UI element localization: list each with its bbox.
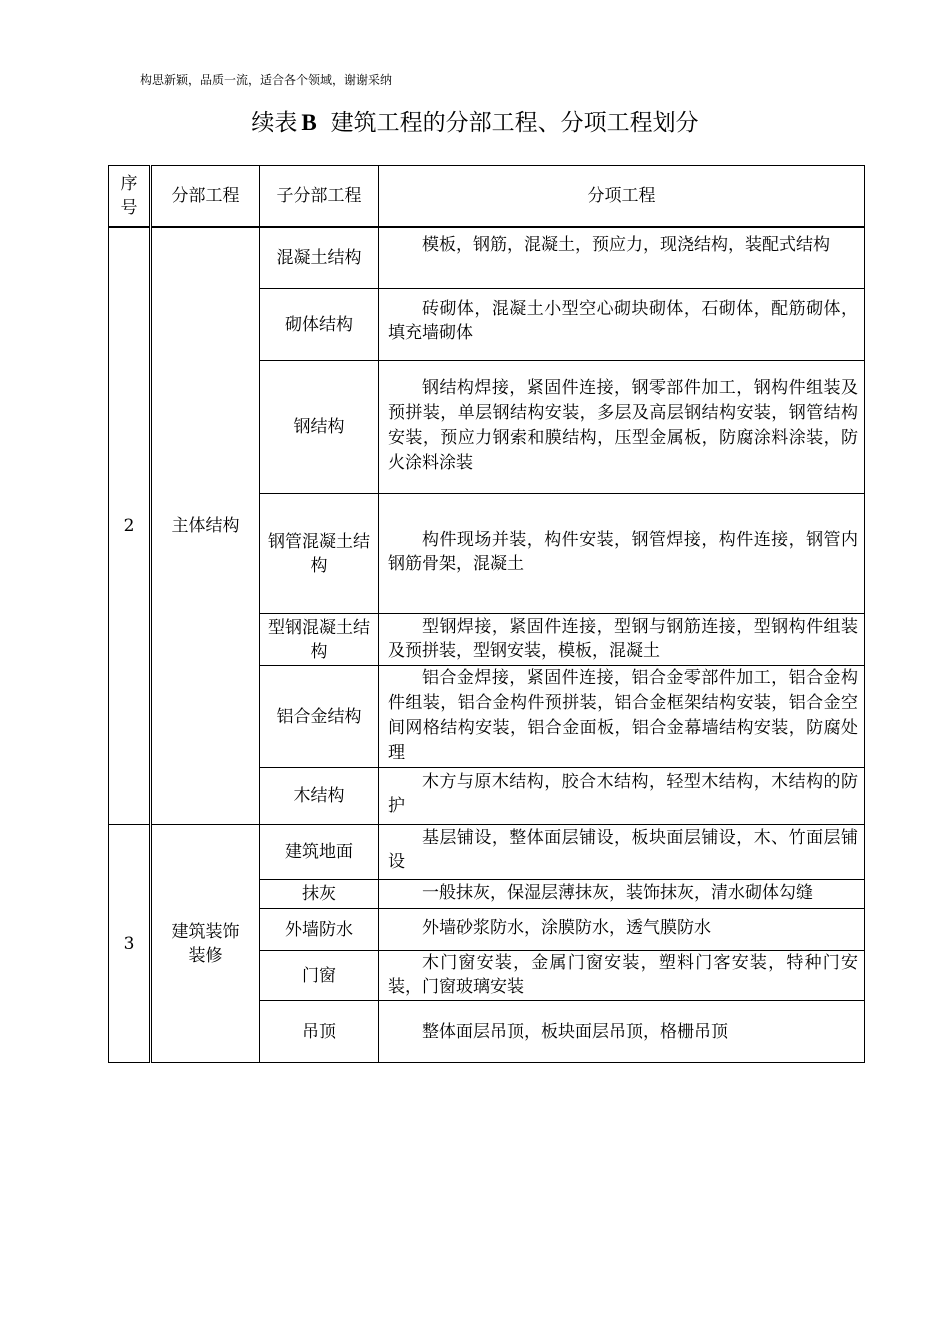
items-cell (379, 494, 865, 614)
items-cell (379, 361, 865, 494)
items-cell (379, 1001, 865, 1063)
part-cell: 主体结构 (151, 227, 260, 825)
sub-cell: 木结构 (260, 768, 379, 825)
division-table (108, 165, 865, 1063)
sub-cell: 钢结构 (260, 361, 379, 494)
seq-cell: 3 (109, 825, 151, 1063)
items-cell (379, 951, 865, 1001)
sub-cell: 抹灰 (260, 880, 379, 909)
seq-cell: 2 (109, 227, 151, 825)
header-sub: 子分部工程 (260, 166, 379, 227)
items-text: 木门窗安装，金属门窗安装，塑料门客安装，特种门安装，门窗玻璃安装 (388, 953, 858, 997)
sub-cell: 型钢混凝土结构 (260, 614, 379, 666)
sub-cell: 建筑地面 (260, 825, 379, 880)
sub-cell: 外墙防水 (260, 909, 379, 951)
table-header-row (109, 166, 865, 227)
items-cell (379, 909, 865, 951)
items-cell (379, 666, 865, 768)
table-row (109, 825, 865, 880)
items-text: 砖砌体，混凝土小型空心砌块砌体，石砌体，配筋砌体，填充墙砌体 (388, 299, 858, 343)
items-cell (379, 825, 865, 880)
items-cell (379, 768, 865, 825)
items-cell (379, 289, 865, 361)
part-label: 建筑装饰装修 (171, 921, 240, 966)
page-title (0, 106, 950, 140)
items-text: 型钢焊接，紧固件连接，型钢与钢筋连接，型钢构件组装及预拼装，型钢安装，模板，混凝土 (388, 617, 858, 661)
sub-cell: 门窗 (260, 951, 379, 1001)
items-text: 基层铺设，整体面层铺设，板块面层铺设，木、竹面层铺设 (388, 828, 858, 872)
header-part: 分部工程 (151, 166, 260, 227)
table-row (109, 227, 865, 289)
items-text: 整体面层吊顶，板块面层吊顶，格栅吊顶 (422, 1021, 728, 1042)
sub-cell: 吊顶 (260, 1001, 379, 1063)
items-text: 一般抹灰，保湿层薄抹灰，装饰抹灰，清水砌体勾缝 (422, 883, 813, 903)
title-table-letter: B (301, 110, 317, 135)
items-text: 外墙砂浆防水，涂膜防水，透气膜防水 (422, 918, 711, 938)
header-seq-label: 序号 (120, 173, 138, 218)
items-cell (379, 614, 865, 666)
items-text: 构件现场并装，构件安装，钢管焊接，构件连接，钢管内钢筋骨架，混凝土 (388, 530, 858, 574)
header-note: 构思新颖，品质一流，适合各个领域，谢谢采纳 (140, 73, 393, 87)
sub-cell: 钢管混凝土结构 (260, 494, 379, 614)
header-items: 分项工程 (379, 166, 865, 227)
sub-cell: 砌体结构 (260, 289, 379, 361)
part-cell (151, 825, 260, 1063)
sub-cell: 铝合金结构 (260, 666, 379, 768)
sub-cell: 混凝土结构 (260, 227, 379, 289)
items-text: 模板，钢筋，混凝土，预应力，现浇结构，装配式结构 (422, 234, 830, 255)
items-text: 铝合金焊接，紧固件连接，铝合金零部件加工，铝合金构件组装，铝合金构件预拼装，铝合金框架结构安装，铝合金空间网格结构安装，铝合金面板，铝合金幕墙结构安装，防腐处理 (388, 668, 858, 763)
items-cell (379, 227, 865, 289)
title-text: 建筑工程的分部工程、分项工程划分 (330, 110, 699, 136)
items-cell (379, 880, 865, 909)
header-seq (109, 166, 151, 227)
items-text: 木方与原木结构，胶合木结构，轻型木结构，木结构的防护 (388, 772, 858, 816)
items-text: 钢结构焊接，紧固件连接，钢零部件加工，钢构件组装及预拼装，单层钢结构安装，多层及高层钢结构安装，钢管结构安装，预应力钢索和膜结构，压型金属板，防腐涂料涂装，防火涂料涂装 (388, 378, 858, 473)
title-prefix: 续表 (251, 110, 298, 136)
